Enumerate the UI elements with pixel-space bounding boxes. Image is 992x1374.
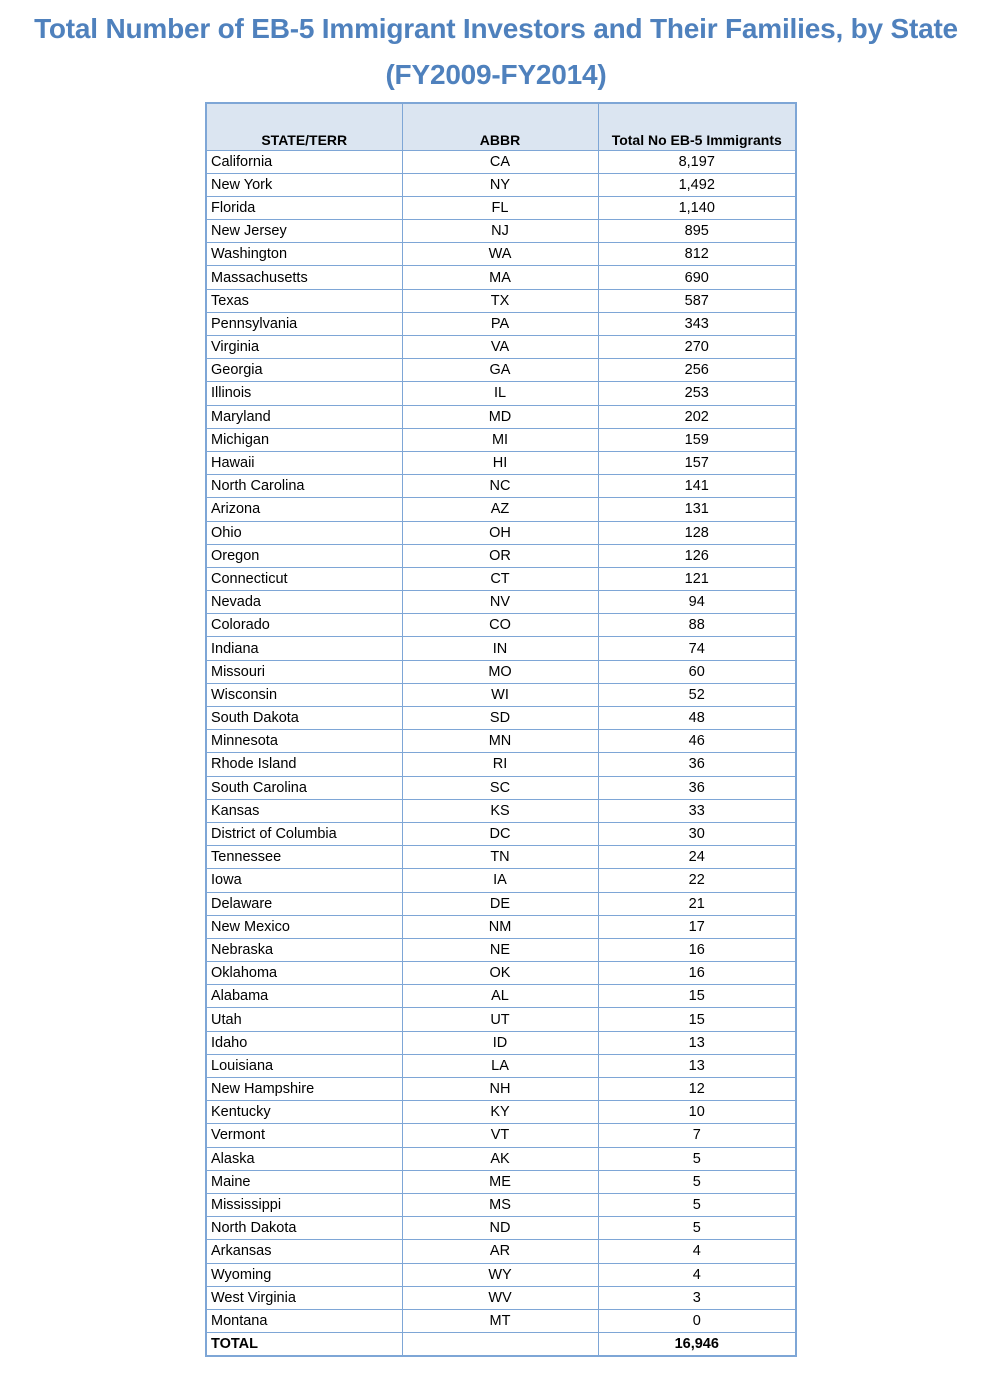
abbr-cell: NC [402, 475, 598, 498]
total-cell: 202 [598, 405, 796, 428]
column-header-state: STATE/TERR [206, 103, 402, 150]
state-cell: South Dakota [206, 707, 402, 730]
table-row [206, 1170, 796, 1193]
abbr-cell: IN [402, 637, 598, 660]
table-header-row [206, 103, 796, 150]
state-cell: New Hampshire [206, 1078, 402, 1101]
table-row [206, 846, 796, 869]
state-cell: Montana [206, 1309, 402, 1332]
abbr-cell: WA [402, 243, 598, 266]
total-cell: 48 [598, 707, 796, 730]
table-row [206, 428, 796, 451]
table-row [206, 150, 796, 173]
total-cell: 8,197 [598, 150, 796, 173]
total-cell: 16 [598, 962, 796, 985]
total-cell: 343 [598, 312, 796, 335]
table-row [206, 1263, 796, 1286]
abbr-cell: MI [402, 428, 598, 451]
state-cell: Indiana [206, 637, 402, 660]
abbr-cell: NV [402, 591, 598, 614]
table-row [206, 220, 796, 243]
state-cell: New York [206, 173, 402, 196]
state-cell: South Carolina [206, 776, 402, 799]
total-cell: 15 [598, 1008, 796, 1031]
table-row [206, 1193, 796, 1216]
state-cell: Tennessee [206, 846, 402, 869]
table-row [206, 451, 796, 474]
total-cell: 7 [598, 1124, 796, 1147]
state-cell: Missouri [206, 660, 402, 683]
abbr-cell: MA [402, 266, 598, 289]
total-cell: 270 [598, 336, 796, 359]
state-cell: North Dakota [206, 1217, 402, 1240]
state-cell: Rhode Island [206, 753, 402, 776]
abbr-cell: WV [402, 1286, 598, 1309]
abbr-cell: MD [402, 405, 598, 428]
total-cell: 131 [598, 498, 796, 521]
total-cell: 30 [598, 822, 796, 845]
total-cell: 17 [598, 915, 796, 938]
state-cell: West Virginia [206, 1286, 402, 1309]
table-row [206, 173, 796, 196]
abbr-cell: RI [402, 753, 598, 776]
abbr-cell: GA [402, 359, 598, 382]
total-cell: 33 [598, 799, 796, 822]
table-row [206, 985, 796, 1008]
total-cell: 13 [598, 1031, 796, 1054]
table-row [206, 1054, 796, 1077]
total-cell: 256 [598, 359, 796, 382]
state-cell: Maryland [206, 405, 402, 428]
abbr-cell: VA [402, 336, 598, 359]
total-cell: 52 [598, 683, 796, 706]
abbr-cell: OH [402, 521, 598, 544]
table-row [206, 707, 796, 730]
table-row [206, 1240, 796, 1263]
table-row [206, 243, 796, 266]
abbr-cell: ME [402, 1170, 598, 1193]
state-cell: Nevada [206, 591, 402, 614]
state-cell: Hawaii [206, 451, 402, 474]
eb5-table [205, 102, 797, 1357]
table-row [206, 892, 796, 915]
total-cell: 16 [598, 938, 796, 961]
abbr-cell: MN [402, 730, 598, 753]
state-cell: Idaho [206, 1031, 402, 1054]
state-cell: Florida [206, 196, 402, 219]
abbr-cell: AR [402, 1240, 598, 1263]
abbr-cell: UT [402, 1008, 598, 1031]
table-row [206, 336, 796, 359]
abbr-cell: CA [402, 150, 598, 173]
state-cell: Minnesota [206, 730, 402, 753]
state-cell: Alaska [206, 1147, 402, 1170]
total-cell: 36 [598, 753, 796, 776]
total-cell: 24 [598, 846, 796, 869]
state-cell: Illinois [206, 382, 402, 405]
table-row [206, 544, 796, 567]
abbr-cell: NM [402, 915, 598, 938]
state-cell: Arkansas [206, 1240, 402, 1263]
table-row [206, 1124, 796, 1147]
total-cell: 690 [598, 266, 796, 289]
total-cell: 5 [598, 1147, 796, 1170]
total-abbr [402, 1333, 598, 1357]
abbr-cell: TN [402, 846, 598, 869]
abbr-cell: IA [402, 869, 598, 892]
table-row [206, 1309, 796, 1332]
state-cell: Arizona [206, 498, 402, 521]
state-cell: Nebraska [206, 938, 402, 961]
abbr-cell: OK [402, 962, 598, 985]
total-cell: 128 [598, 521, 796, 544]
total-cell: 94 [598, 591, 796, 614]
total-cell: 126 [598, 544, 796, 567]
table-row [206, 521, 796, 544]
state-cell: Louisiana [206, 1054, 402, 1077]
state-cell: Wisconsin [206, 683, 402, 706]
state-cell: California [206, 150, 402, 173]
table-row [206, 498, 796, 521]
table-row [206, 1101, 796, 1124]
abbr-cell: AL [402, 985, 598, 1008]
total-cell: 157 [598, 451, 796, 474]
abbr-cell: AZ [402, 498, 598, 521]
table-body [206, 150, 796, 1356]
abbr-cell: ID [402, 1031, 598, 1054]
abbr-cell: KY [402, 1101, 598, 1124]
abbr-cell: SC [402, 776, 598, 799]
total-cell: 5 [598, 1217, 796, 1240]
state-cell: Washington [206, 243, 402, 266]
state-cell: District of Columbia [206, 822, 402, 845]
abbr-cell: ND [402, 1217, 598, 1240]
table-row [206, 822, 796, 845]
table-row [206, 359, 796, 382]
abbr-cell: MO [402, 660, 598, 683]
total-cell: 159 [598, 428, 796, 451]
state-cell: New Jersey [206, 220, 402, 243]
table-row [206, 776, 796, 799]
table-row [206, 683, 796, 706]
table-row [206, 614, 796, 637]
abbr-cell: MT [402, 1309, 598, 1332]
table-row [206, 312, 796, 335]
total-cell: 3 [598, 1286, 796, 1309]
state-cell: Pennsylvania [206, 312, 402, 335]
abbr-cell: OR [402, 544, 598, 567]
abbr-cell: DE [402, 892, 598, 915]
table-row [206, 1147, 796, 1170]
abbr-cell: TX [402, 289, 598, 312]
abbr-cell: LA [402, 1054, 598, 1077]
abbr-cell: HI [402, 451, 598, 474]
state-cell: North Carolina [206, 475, 402, 498]
state-cell: Maine [206, 1170, 402, 1193]
abbr-cell: FL [402, 196, 598, 219]
table-row [206, 869, 796, 892]
table-row [206, 1008, 796, 1031]
table-row [206, 962, 796, 985]
state-cell: Alabama [206, 985, 402, 1008]
abbr-cell: SD [402, 707, 598, 730]
state-cell: Virginia [206, 336, 402, 359]
abbr-cell: VT [402, 1124, 598, 1147]
abbr-cell: PA [402, 312, 598, 335]
state-cell: Texas [206, 289, 402, 312]
state-cell: Mississippi [206, 1193, 402, 1216]
table-row [206, 799, 796, 822]
total-cell: 5 [598, 1170, 796, 1193]
table-row [206, 637, 796, 660]
table-row [206, 730, 796, 753]
state-cell: Oregon [206, 544, 402, 567]
total-cell: 13 [598, 1054, 796, 1077]
abbr-cell: MS [402, 1193, 598, 1216]
total-cell: 36 [598, 776, 796, 799]
total-cell: 12 [598, 1078, 796, 1101]
column-header-total: Total No EB-5 Immigrants [598, 103, 796, 150]
total-label: TOTAL [206, 1333, 402, 1357]
column-header-abbr: ABBR [402, 103, 598, 150]
total-cell: 1,140 [598, 196, 796, 219]
abbr-cell: NE [402, 938, 598, 961]
state-cell: Kentucky [206, 1101, 402, 1124]
page-subtitle: (FY2009-FY2014) [385, 59, 607, 90]
table-row [206, 591, 796, 614]
total-cell: 5 [598, 1193, 796, 1216]
abbr-cell: WY [402, 1263, 598, 1286]
table-row [206, 405, 796, 428]
total-cell: 4 [598, 1263, 796, 1286]
state-cell: Delaware [206, 892, 402, 915]
total-cell: 88 [598, 614, 796, 637]
state-cell: Michigan [206, 428, 402, 451]
total-cell: 15 [598, 985, 796, 1008]
total-value: 16,946 [598, 1333, 796, 1357]
total-cell: 587 [598, 289, 796, 312]
total-cell: 895 [598, 220, 796, 243]
abbr-cell: AK [402, 1147, 598, 1170]
total-cell: 1,492 [598, 173, 796, 196]
total-cell: 21 [598, 892, 796, 915]
table-row [206, 1286, 796, 1309]
state-cell: Iowa [206, 869, 402, 892]
total-cell: 10 [598, 1101, 796, 1124]
state-cell: Oklahoma [206, 962, 402, 985]
table-row [206, 753, 796, 776]
abbr-cell: WI [402, 683, 598, 706]
table-row [206, 1217, 796, 1240]
table-row [206, 1031, 796, 1054]
abbr-cell: NY [402, 173, 598, 196]
table-row [206, 266, 796, 289]
total-cell: 253 [598, 382, 796, 405]
total-cell: 812 [598, 243, 796, 266]
abbr-cell: DC [402, 822, 598, 845]
total-cell: 121 [598, 567, 796, 590]
table-row [206, 382, 796, 405]
table-row [206, 660, 796, 683]
abbr-cell: KS [402, 799, 598, 822]
abbr-cell: NH [402, 1078, 598, 1101]
state-cell: Colorado [206, 614, 402, 637]
table-row [206, 938, 796, 961]
state-cell: Vermont [206, 1124, 402, 1147]
total-cell: 74 [598, 637, 796, 660]
state-cell: Kansas [206, 799, 402, 822]
total-cell: 60 [598, 660, 796, 683]
abbr-cell: CT [402, 567, 598, 590]
table-row [206, 196, 796, 219]
state-cell: Massachusetts [206, 266, 402, 289]
total-row [206, 1333, 796, 1357]
total-cell: 46 [598, 730, 796, 753]
table-row [206, 1078, 796, 1101]
page-title: Total Number of EB-5 Immigrant Investors and Their Families, by State [34, 13, 958, 44]
total-cell: 0 [598, 1309, 796, 1332]
table-row [206, 915, 796, 938]
table-row [206, 567, 796, 590]
state-cell: Connecticut [206, 567, 402, 590]
abbr-cell: NJ [402, 220, 598, 243]
abbr-cell: CO [402, 614, 598, 637]
total-cell: 4 [598, 1240, 796, 1263]
state-cell: Utah [206, 1008, 402, 1031]
abbr-cell: IL [402, 382, 598, 405]
table-row [206, 475, 796, 498]
state-cell: New Mexico [206, 915, 402, 938]
state-cell: Georgia [206, 359, 402, 382]
table-row [206, 289, 796, 312]
state-cell: Ohio [206, 521, 402, 544]
total-cell: 22 [598, 869, 796, 892]
state-cell: Wyoming [206, 1263, 402, 1286]
total-cell: 141 [598, 475, 796, 498]
